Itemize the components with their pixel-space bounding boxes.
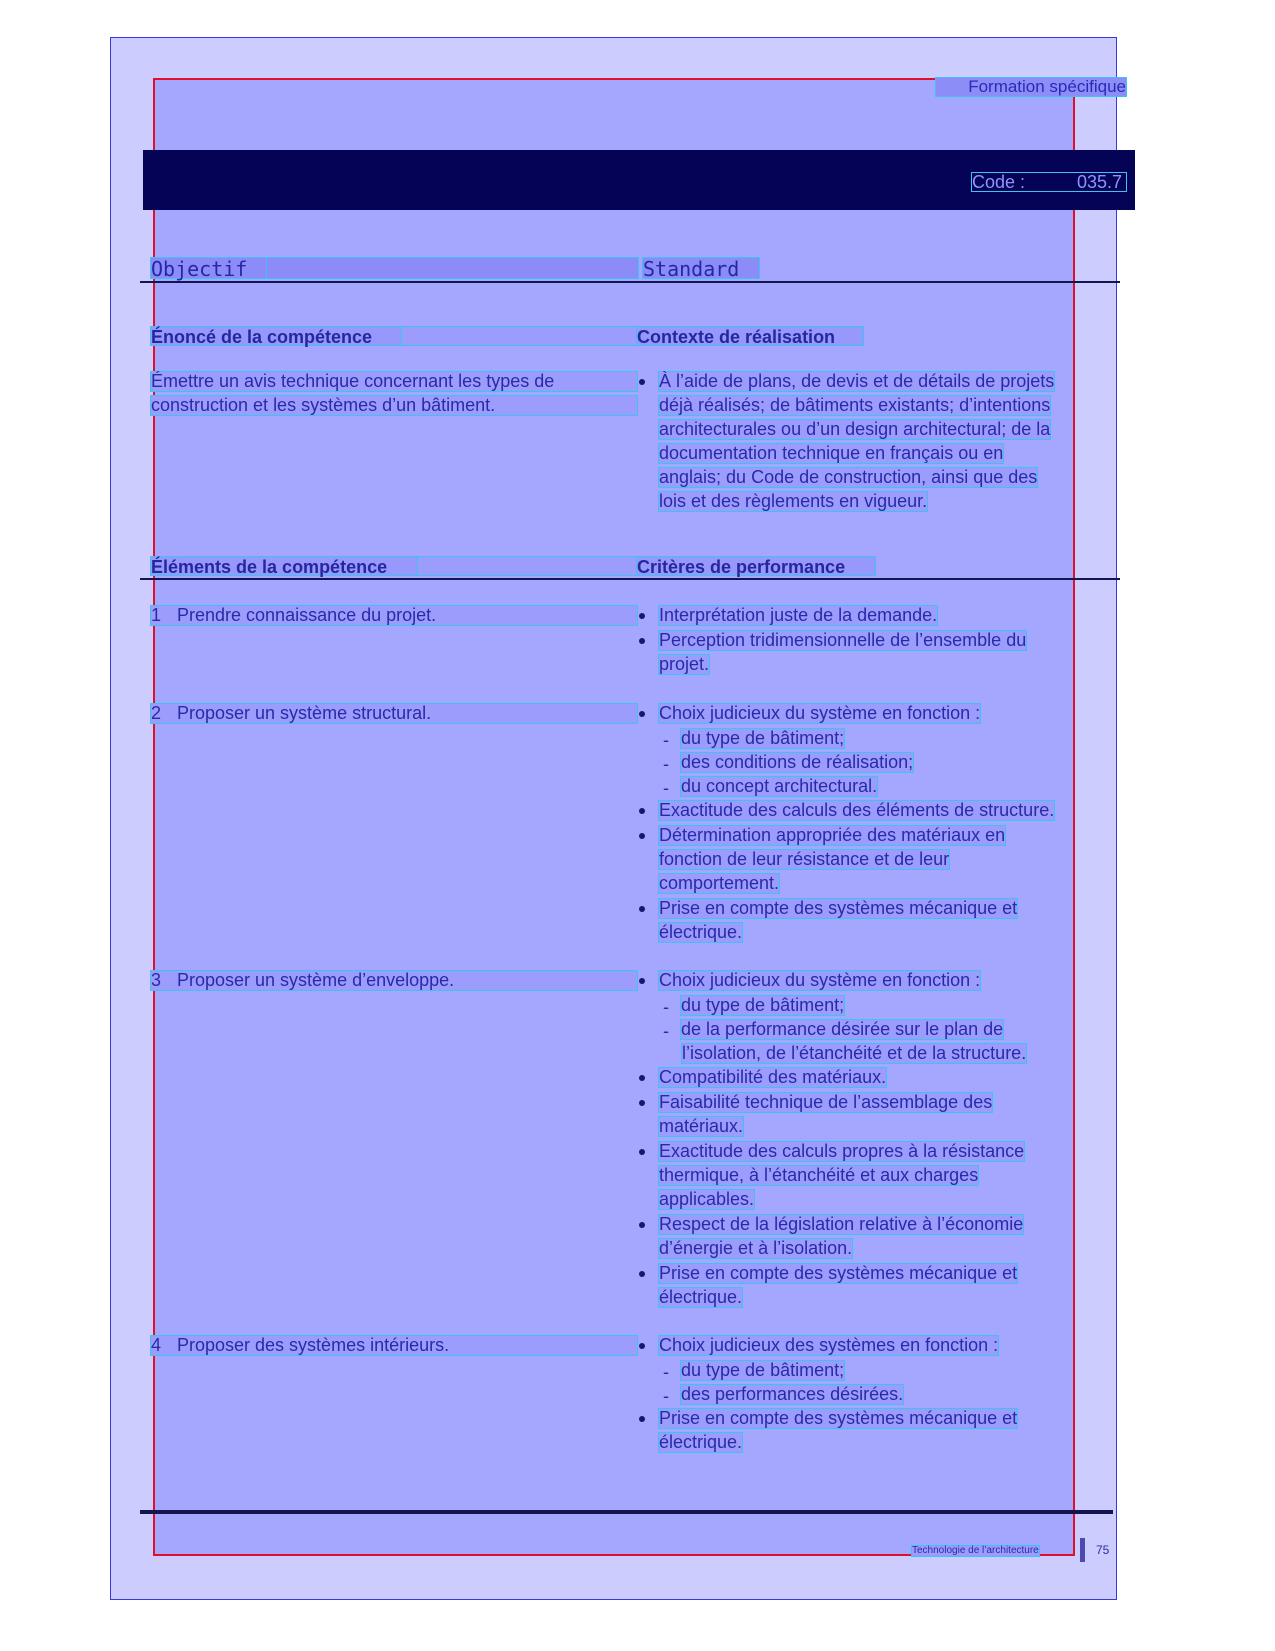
criterion-line: du type de bâtiment; — [681, 995, 845, 1015]
criterion-line: applicables. — [659, 1189, 755, 1209]
criterion-line: du type de bâtiment; — [681, 1360, 845, 1380]
dash-icon: - — [663, 1021, 669, 1041]
criterion-line: du concept architectural. — [681, 776, 878, 796]
element-number: 3 — [151, 970, 162, 990]
bullet-icon — [639, 638, 645, 644]
criterion-line: Choix judicieux des systèmes en fonction : — [659, 1335, 999, 1355]
criterion-line: Prise en compte des systèmes mécanique et — [659, 1263, 1018, 1283]
bullet-icon — [639, 1343, 645, 1349]
contexte-line: déjà réalisés; de bâtiments existants; d’intentions — [659, 395, 1051, 415]
criterion-line: Faisabilité technique de l’assemblage des — [659, 1092, 993, 1112]
objectif-header-fill — [267, 257, 639, 279]
dash-icon: - — [663, 997, 669, 1017]
element-row — [150, 703, 638, 724]
criteres-title: Critères de performance — [636, 556, 876, 576]
bullet-icon — [639, 1271, 645, 1277]
bullet-icon — [639, 379, 645, 385]
criterion-line: projet. — [659, 654, 710, 674]
bullet-icon — [639, 1416, 645, 1422]
criterion-line: Respect de la législation relative à l’économie — [659, 1214, 1024, 1234]
criterion-line: électrique. — [659, 1287, 743, 1307]
objectif-header: Objectif — [150, 257, 267, 279]
criterion-line: Détermination appropriée des matériaux en — [659, 825, 1006, 845]
bullet-icon — [639, 833, 645, 839]
criterion-line: Choix judicieux du système en fonction : — [659, 703, 981, 723]
elements-title-fill — [418, 556, 638, 576]
element-number: 2 — [151, 703, 162, 723]
bullet-icon — [639, 906, 645, 912]
criterion-line: des performances désirées. — [681, 1384, 904, 1404]
code-label — [971, 172, 1127, 192]
enonce-title-fill — [402, 326, 638, 346]
element-label: Proposer un système d’enveloppe. — [177, 970, 455, 990]
criterion-line: des conditions de réalisation; — [681, 752, 914, 772]
enonce-line: construction et les systèmes d’un bâtiment. — [150, 395, 638, 416]
criterion-line: de la performance désirée sur le plan de — [681, 1019, 1004, 1039]
dash-icon: - — [663, 754, 669, 774]
criterion-line: Prise en compte des systèmes mécanique et — [659, 1408, 1018, 1428]
criterion-line: Exactitude des calculs des éléments de structure. — [659, 800, 1055, 820]
footer-separator — [1080, 1538, 1085, 1562]
criterion-line: du type de bâtiment; — [681, 728, 845, 748]
criterion-line: Choix judicieux du système en fonction : — [659, 970, 981, 990]
element-row — [150, 970, 638, 991]
element-label: Proposer des systèmes intérieurs. — [177, 1335, 450, 1355]
section-rule — [140, 578, 1120, 580]
element-number: 1 — [151, 605, 162, 625]
bullet-icon — [639, 978, 645, 984]
criterion-line: électrique. — [659, 922, 743, 942]
contexte-line: anglais; du Code de construction, ainsi que des — [659, 467, 1038, 487]
contexte-line: À l’aide de plans, de devis et de détails de projets — [659, 371, 1055, 391]
criterion-line: thermique, à l’étanchéité et aux charges — [659, 1165, 979, 1185]
contexte-line: lois et des règlements en vigueur. — [659, 491, 928, 511]
enonce-title: Énoncé de la compétence — [150, 326, 402, 346]
bullet-icon — [639, 1075, 645, 1081]
bullet-icon — [639, 1222, 645, 1228]
formation-label: Formation spécifique — [935, 77, 1127, 97]
element-row — [150, 605, 638, 626]
code-label-text: Code : — [972, 172, 1026, 192]
element-label: Prendre connaissance du projet. — [177, 605, 437, 625]
enonce-line: Émettre un avis technique concernant les types de — [150, 371, 638, 392]
bullet-icon — [639, 613, 645, 619]
bullet-icon — [639, 808, 645, 814]
criterion-line: Interprétation juste de la demande. — [659, 605, 938, 625]
elements-title: Éléments de la compétence — [150, 556, 418, 576]
contexte-title: Contexte de réalisation — [636, 326, 864, 346]
dash-icon: - — [663, 1362, 669, 1382]
code-value: 035.7 — [1076, 172, 1122, 192]
element-label: Proposer un système structural. — [177, 703, 432, 723]
contexte-line: architecturales ou d’un design architectural; de la — [659, 419, 1051, 439]
criterion-line: l’isolation, de l’étanchéité et de la structure. — [682, 1043, 1027, 1063]
criterion-line: fonction de leur résistance et de leur — [659, 849, 950, 869]
element-number: 4 — [151, 1335, 162, 1355]
element-row — [150, 1335, 638, 1356]
criterion-line: d’énergie et à l’isolation. — [659, 1238, 853, 1258]
page-number: 75 — [1096, 1543, 1110, 1557]
footer-text: Technologie de l’architecture — [912, 1545, 1039, 1556]
bullet-icon — [639, 1100, 645, 1106]
criterion-line: matériaux. — [659, 1116, 744, 1136]
dash-icon: - — [663, 1386, 669, 1406]
header-rule — [140, 281, 1120, 283]
criterion-line: Perception tridimensionnelle de l’ensemble du — [659, 630, 1027, 650]
footer-rule — [140, 1510, 1113, 1514]
criterion-line: Prise en compte des systèmes mécanique et — [659, 898, 1018, 918]
criterion-line: Exactitude des calculs propres à la résistance — [659, 1141, 1025, 1161]
bullet-icon — [639, 711, 645, 717]
criterion-line: comportement. — [659, 873, 780, 893]
bullet-icon — [639, 1149, 645, 1155]
contexte-line: documentation technique en français ou en — [659, 443, 1004, 463]
criterion-line: Compatibilité des matériaux. — [659, 1067, 887, 1087]
dash-icon: - — [663, 778, 669, 798]
dash-icon: - — [663, 730, 669, 750]
standard-header: Standard — [642, 257, 760, 279]
criterion-line: électrique. — [659, 1432, 743, 1452]
